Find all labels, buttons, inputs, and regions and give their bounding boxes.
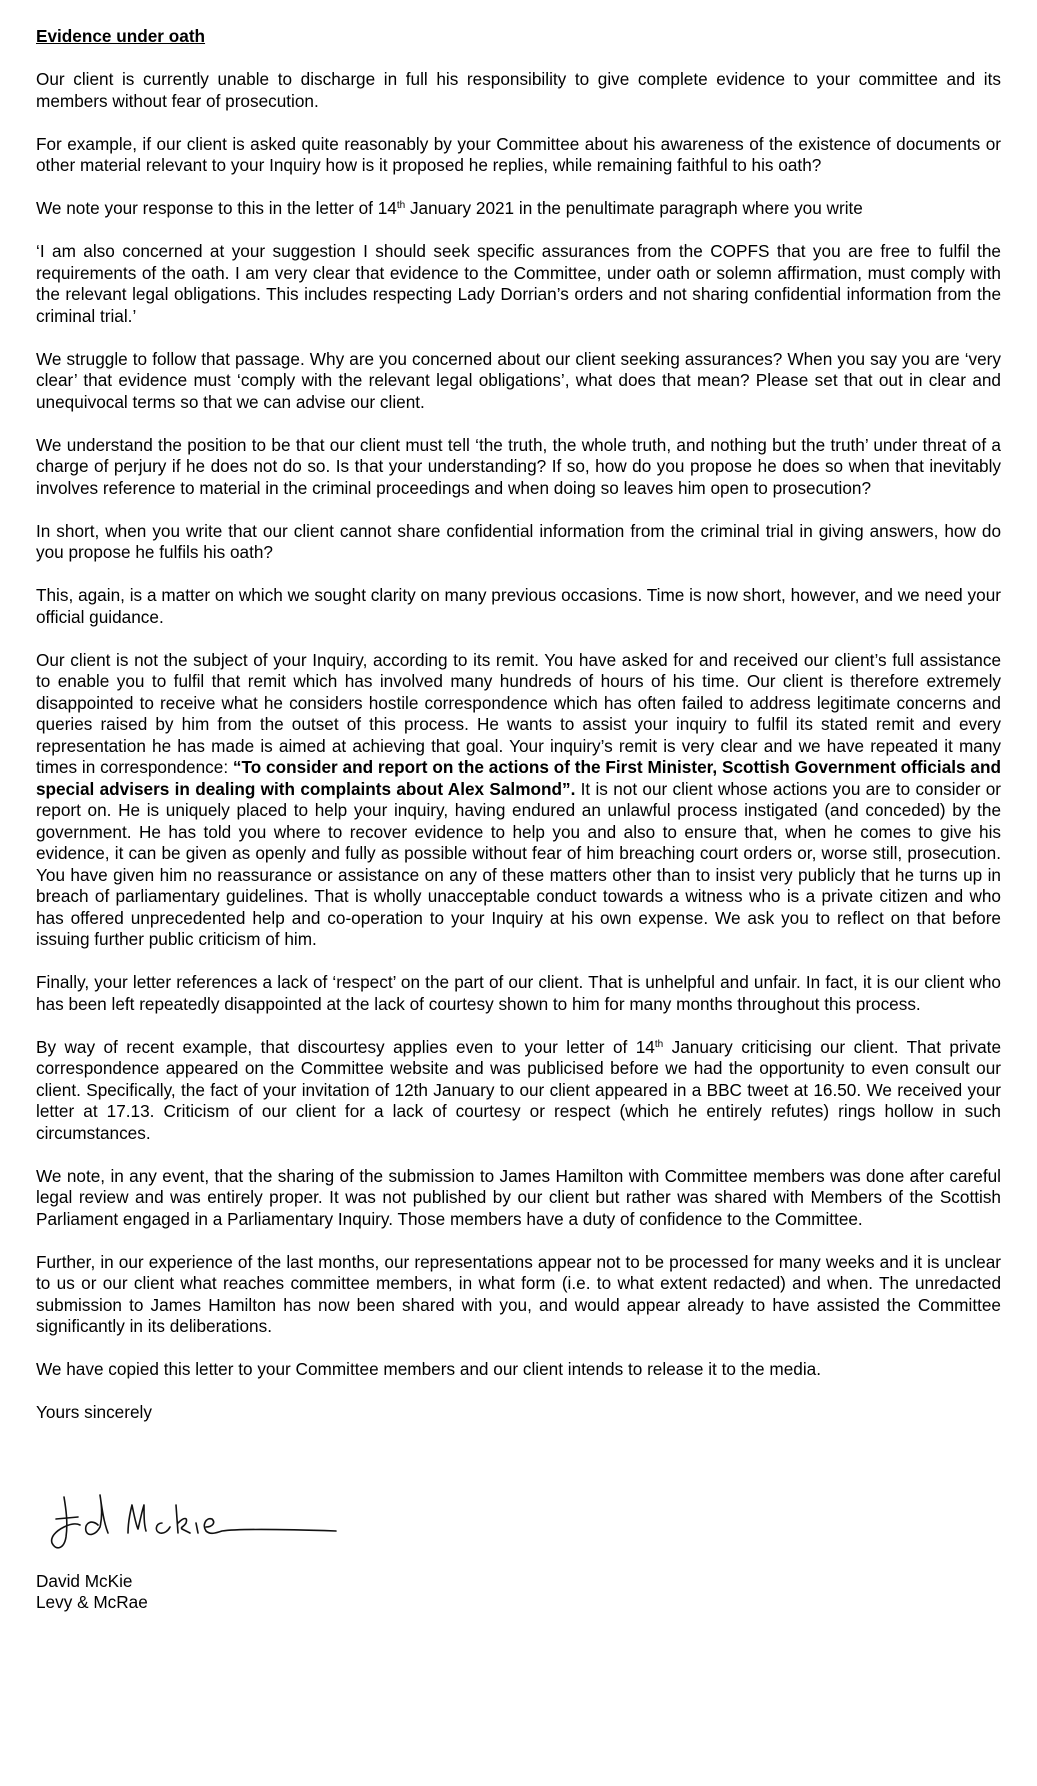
section-heading: Evidence under oath [36, 26, 206, 46]
handwritten-signature [36, 1479, 356, 1559]
paragraph-10: Finally, your letter references a lack of ‘respect’ on the part of our client. That is unhelpful and unfair. In fact, it is our client who has been left repeatedly disappointed at the lack of courtesy shown to him for many months throughout this process. [36, 972, 1001, 1014]
paragraph-8: This, again, is a matter on which we sought clarity on many previous occasions. Time is now short, however, and we need your official guidance. [36, 585, 1001, 627]
signatory-firm: Levy & McRae [36, 1592, 148, 1612]
signatory-name: David McKie [36, 1570, 133, 1591]
closing-salutation: Yours sincerely [36, 1402, 152, 1422]
paragraph-5: We struggle to follow that passage. Why are you concerned about our client seeking assurances? When you say you are ‘very clear’ that evidence must ‘comply with the relevant legal obligations’, what does that mean? Please set that out in clear and unequivocal terms so that we can advise our client. [36, 348, 1001, 412]
ordinal-suffix: th [654, 1038, 664, 1050]
paragraph-14: We have copied this letter to your Committee members and our client intends to release it to the media. [36, 1359, 821, 1379]
paragraph-9: Our client is not the subject of your Inquiry, according to its remit. You have asked for and received our client’s full assistance to enable you to fulfil that remit which has involved many hundreds of hours of his time. Our client is therefore extremely disappointed to receive what he considers hostile correspondence which has often failed to address legitimate concerns and queries raised by him from the outset of this process. He wants to assist your inquiry to fulfil its stated remit and every representation he has made is aimed at achieving that goal. Your inquiry’s remit is very clear and we have repeated it many times in correspondence: “To consider and report on the actions of the First Minister, Scottish Government officials and special advisers in dealing with complaints about Alex Salmond”. It is not our client whose actions you are to consider or report on. He is uniquely placed to help your inquiry, having endured an unlawful process instigated (and conceded) by the government. He has told you where to recover evidence to help you and also to ensure that, when he comes to give his evidence, it can be given as openly and fully as possible without fear of him breaching court orders or, worse still, prosecution. You have given him no reassurance or assistance on any of these matters other than to insist very publicly that he turns up in breach of parliamentary guidelines. That is wholly unacceptable conduct towards a witness who is a private citizen and who has offered unprecedented help and co-operation to your Inquiry at his own expense. We ask you to reflect on that before issuing further public criticism of him. [36, 649, 1001, 949]
remit-quote: “To consider and report on the actions of the First Minister, Scottish Government officials and special advisers in dealing with complaints about Alex Salmond”. [36, 757, 1001, 799]
paragraph-13: Further, in our experience of the last months, our representations appear not to be processed for many weeks and it is unclear to us or our client what reaches committee members, in what form (i.e. to what extent redacted) and when. The unredacted submission to James Hamilton has now been shared with you, and would appear already to have assisted the Committee significantly in its deliberations. [36, 1251, 1001, 1336]
paragraph-3: We note your response to this in the letter of 14th January 2021 in the penultimate paragraph where you write [36, 198, 863, 218]
paragraph-6: We understand the position to be that our client must tell ‘the truth, the whole truth, and nothing but the truth’ under threat of a charge of perjury if he does not do so. Is that your understanding? If so, how do you propose he does so when that inevitably involves reference to material in the criminal proceedings and when doing so leaves him open to prosecution? [36, 434, 1001, 498]
signatory-block [36, 1571, 1001, 1614]
signature-image [36, 1479, 356, 1559]
paragraph-11: By way of recent example, that discourtesy applies even to your letter of 14th January criticising our client. That private correspondence appeared on the Committee website and was publicised before we had the opportunity to even consult our client. Specifically, the fact of your invitation of 12th January to our client appeared in a BBC tweet at 16.50. We received your letter at 17.13. Criticism of our client for a lack of courtesy or respect (which he entirely refutes) rings hollow in such circumstances. [36, 1036, 1001, 1143]
paragraph-7: In short, when you write that our client cannot share confidential information from the criminal trial in giving answers, how do you propose he fulfils his oath? [36, 520, 1001, 562]
paragraph-12: We note, in any event, that the sharing of the submission to James Hamilton with Committee members was done after careful legal review and was entirely proper. It was not published by our client but rather was shared with Members of the Scottish Parliament engaged in a Parliamentary Inquiry. Those members have a duty of confidence to the Committee. [36, 1165, 1001, 1229]
quoted-passage: ‘I am also concerned at your suggestion I should seek specific assurances from the COPFS that you are free to fulfil the requirements of the oath. I am very clear that evidence to the Committee, under oath or solemn affirmation, must comply with the relevant legal obligations. This includes respecting Lady Dorrian’s orders and not sharing confidential information from the criminal trial.’ [36, 241, 1001, 326]
ordinal-suffix: th [396, 200, 406, 211]
paragraph-1: Our client is currently unable to discharge in full his responsibility to give complete evidence to your committee and its members without fear of prosecution. [36, 69, 1001, 111]
paragraph-2: For example, if our client is asked quite reasonably by your Committee about his awareness of the existence of documents or other material relevant to your Inquiry how is it proposed he replies, while remaining faithful to his oath? [36, 133, 1001, 175]
